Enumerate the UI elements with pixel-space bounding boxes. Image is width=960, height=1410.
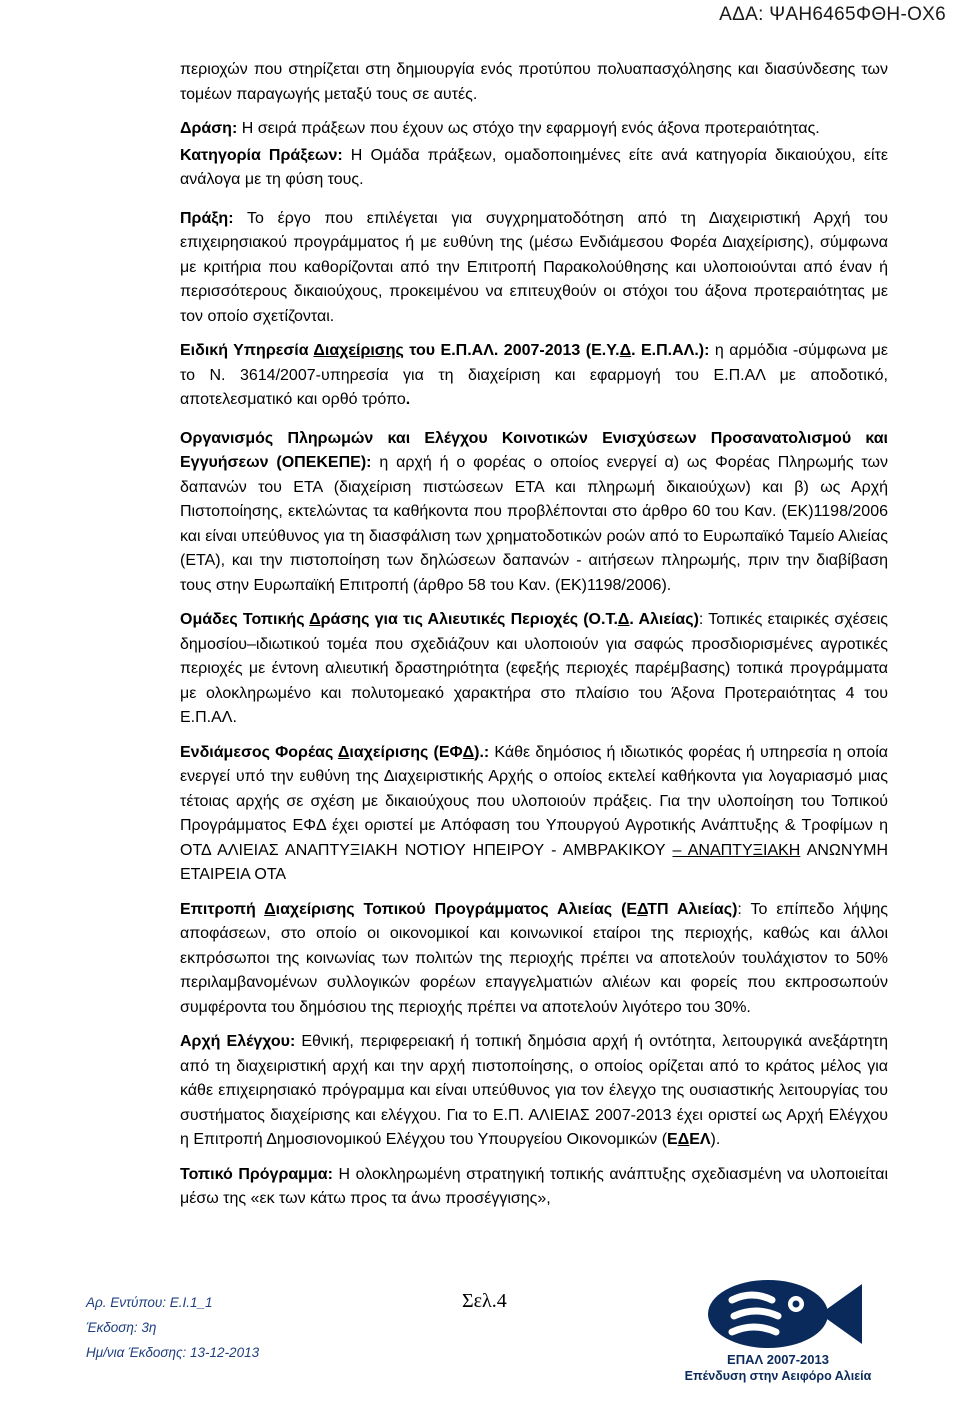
definition-opekepe: Οργανισμός Πληρωμών και Ελέγχου Κοινοτικών Ενισχύσεων Προσανατολισμού και Εγγυήσεων (ΟΠΕΚΕΠΕ): η αρχή ή ο φορέας ο οποίος ενεργεί α) ως Φορέας Πληρωμής των δαπανών του ΕΤΑ (διαχείριση πιστώσεων ΕΤΑ και πληρωμή δικαιούχων) και β) ως Αρχή Πιστοποίησης, εκτελώντας τα καθήκοντα που προβλέπονται στο άρθρο 60 του Καν. (ΕΚ)1198/2006 και είναι υπεύθυνος για τη διασφάλιση των χρηματοδοτικών ροών από το Ευρωπαϊκό Ταμείο Αλιείας (ΕΤΑ), και την πιστοποίηση των δηλώσεων δαπανών - αιτήσεων πληρωμής, πριν την διαβίβαση τους στην Ευρωπαϊκή Επιτροπή (άρθρο 58 του Καν. (ΕΚ)1198/2006). — [180, 429, 889, 594]
footer-document-info — [86, 1290, 259, 1365]
definition-katigoria-praxeon: Κατηγορία Πράξεων: Η Ομάδα πράξεων, ομαδοποιημένες είτε ανά κατηγορία δικαιούχου, είτε ανάλογα με τη φύση τους. — [180, 146, 889, 188]
logo-slogan: Επένδυση στην Αειφόρο Αλιεία — [684, 1369, 872, 1383]
definition-topiko-programma: Τοπικό Πρόγραμμα: Η ολοκληρωμένη στρατηγική τοπικής ανάπτυξης σχεδιασμένη να υλοποιείται μέσω της «εκ των κάτω προς τα άνω προσέγγισης», — [180, 1165, 889, 1207]
paragraph-continuation: περιοχών που στηρίζεται στη δημιουργία ενός προτύπου πολυαπασχόλησης και διασύνδεσης των τομέων παραγωγής μεταξύ τους σε αυτές. — [180, 61, 888, 103]
issue-date: Ημ/νια Έκδοσης: 13-12-2013 — [86, 1345, 260, 1360]
definition-efd: Ενδιάμεσος Φορέας Διαχείρισης (ΕΦΔ).: Κάθε δημόσιος ή ιδιωτικός φορέας ή υπηρεσία η οποία ενεργεί υπό την ευθύνη της Διαχειριστικής Αρχής ο οποίος εκτελεί καθήκοντα για λογαριασμό μιας τέτοιας αρχής σε σχέση με δικαιούχους που υλοποιούν πράξεις. Για την υλοποίηση του Τοπικού Προγράμματος ΕΦΔ έχει οριστεί με Απόφαση του Υπουργού Αγροτικής Ανάπτυξης & Τροφίμων η ΟΤΔ ΑΛΙΕΙΑΣ ΑΝΑΠΤΥΞΙΑΚΗ ΝΟΤΙΟΥ ΗΠΕΙΡΟΥ - ΑΜΒΡΑΚΙΚΟΥ – ΑΝΑΠΤΥΞΙΑΚΗ ΑΝΩΝΥΜΗ ΕΤΑΙΡΕΙΑ ΟΤΑ — [180, 743, 889, 883]
page-number: Σελ.4 — [462, 1290, 507, 1312]
epal-logo — [664, 1276, 892, 1388]
edition: Έκδοση: 3η — [86, 1320, 157, 1335]
definition-edtp-alieias: Επιτροπή Διαχείρισης Τοπικού Προγράμματος Αλιείας (ΕΔΤΠ Αλιείας): Το επίπεδο λήψης αποφάσεων, στο οποίο οι οικονομικοί και κοινωνικοί εταίροι της περιοχής, καθώς και άλλοι εκπρόσωποι της κοινωνίας των πολιτών της περιοχής πρέπει να αποτελούν τουλάχιστον το 50% περιλαμβανομένων συλλογικών φορέων επαγγελματιών αλιέων και φορείς που εκπροσωπούν συμφέροντα του δημόσιου της περιοχής πρέπει να αποτελούν λιγότερο του 30%. — [180, 900, 889, 1016]
form-number: Αρ. Εντύπου: Ε.Ι.1_1 — [86, 1295, 213, 1310]
document-body — [180, 58, 888, 1222]
definition-otd-alieias: Ομάδες Τοπικής Δράσης για τις Αλιευτικές Περιοχές (Ο.Τ.Δ. Αλιείας): Τοπικές εταιρικές σχέσεις δημοσίου–ιδιωτικού τομέα που σχεδιάζουν και υλοποιούν για σαφώς προσδιορισμένες αγροτικές περιοχές με έντονη αλιευτική δραστηριότητα (εφεξής περιοχές παρέμβασης) τοπικά προγράμματα με ολοκληρωμένο και πολυτομεακό χαρακτήρα στο πλαίσιο του Άξονα Προτεραιότητας 4 του Ε.Π.ΑΛ. — [180, 611, 889, 726]
term: Δράση: — [180, 120, 238, 137]
definition-praxi: Πράξη: Το έργο που επιλέγεται για συγχρηματοδότηση από τη Διαχειριστική Αρχή του επιχειρησιακού προγράμματος ή με ευθύνη της (μέσω Ενδιάμεσου Φορέα Διαχείρισης), σύμφωνα με κριτήρια που καθορίζονται από την Επιτροπή Παρακολούθησης και υλοποιούνται από έναν ή περισσότερους δικαιούχους, προκειμένου να επιτευχθούν οι στόχοι του άξονα προτεραιότητας με τον οποίο σχετίζονται. — [180, 209, 888, 325]
term: Αρχή Ελέγχου: — [180, 1033, 296, 1050]
logo-title: ΕΠΑΛ 2007-2013 — [727, 1352, 829, 1367]
term: Ομάδες Τοπικής Δράσης για τις Αλιευτικές Περιοχές (Ο.Τ.Δ. Αλιείας) — [180, 611, 699, 628]
definition-drasi: Δράση: Η σειρά πράξεων που έχουν ως στόχο την εφαρμογή ενός άξονα προτεραιότητας. — [180, 120, 820, 137]
term: Ειδική Υπηρεσία Διαχείρισης του Ε.Π.ΑΛ. 2007-2013 (Ε.Υ.Δ. Ε.Π.ΑΛ.): — [180, 342, 710, 359]
term: Ενδιάμεσος Φορέας Διαχείρισης (ΕΦΔ).: — [180, 743, 490, 761]
term: Επιτροπή Διαχείρισης Τοπικού Προγράμματος Αλιείας (ΕΔΤΠ Αλιείας) — [180, 900, 738, 918]
ada-code: ΑΔΑ: ΨΑΗ6465ΦΘΗ-ΟΧ6 — [719, 4, 946, 25]
term: Πράξη: — [180, 209, 234, 227]
term: Οργανισμός Πληρωμών και Ελέγχου Κοινοτικών Ενισχύσεων Προσανατολισμού και Εγγυήσεων (ΟΠΕΚΕΠΕ): — [180, 429, 888, 471]
definition-archi-elegxou: Αρχή Ελέγχου: Εθνική, περιφερειακή ή τοπική δημόσια αρχή ή οντότητα, λειτουργικά ανεξάρτητη από τη διαχειριστική αρχή και την αρχή πιστοποίησης, ο οποίος ορίζεται από το κράτος μέλος για κάθε επιχειρησιακό πρόγραμμα και είναι υπεύθυνος για τον έλεγχο της ουσιαστικής λειτουργίας του συστήματος διαχείρισης και ελέγχου. Για το Ε.Π. ΑΛΙΕΙΑΣ 2007-2013 έχει οριστεί ως Αρχή Ελέγχου η Επιτροπή Δημοσιονομικού Ελέγχου του Υπουργείου Οικονομικών (ΕΔΕΛ). — [180, 1033, 889, 1148]
definition-eyd-epal: Ειδική Υπηρεσία Διαχείρισης του Ε.Π.ΑΛ. 2007-2013 (Ε.Υ.Δ. Ε.Π.ΑΛ.): η αρμόδια -σύμφωνα με το Ν. 3614/2007-υπηρεσία για τη διαχείριση και εφαρμογή του Ε.Π.ΑΛ με αποδοτικό, αποτελεσματικό και ορθό τρόπο. — [180, 342, 888, 408]
term: Κατηγορία Πράξεων: — [180, 146, 343, 164]
fish-logo-icon — [692, 1276, 864, 1352]
term: Τοπικό Πρόγραμμα: — [180, 1165, 333, 1183]
